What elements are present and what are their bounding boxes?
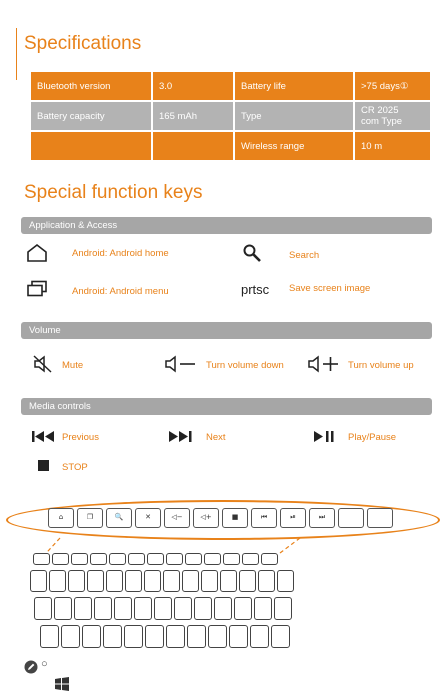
prtsc-glyph: prtsc — [241, 282, 270, 297]
keyboard-key — [154, 597, 172, 620]
volume-down-label: Turn volume down — [206, 360, 284, 371]
special-keys-title: Special function keys — [24, 182, 203, 203]
keyboard-key — [125, 570, 142, 592]
previous-label: Previous — [62, 432, 99, 443]
keyboard-key — [30, 570, 47, 592]
circle-mark: ○ — [41, 658, 48, 670]
keyboard-key — [239, 570, 256, 592]
keyboard-key — [271, 625, 290, 648]
pencil-icon — [24, 660, 38, 674]
keyboard-key — [87, 570, 104, 592]
stop-label: STOP — [62, 462, 88, 473]
keyboard-key — [242, 553, 259, 565]
table-cell — [153, 132, 233, 160]
function-key — [135, 508, 161, 528]
keyboard-key — [61, 625, 80, 648]
function-key — [48, 508, 74, 528]
keyboard-key — [208, 625, 227, 648]
function-key — [338, 508, 364, 528]
function-key — [164, 508, 190, 528]
table-cell: CR 2025 com Type — [355, 102, 430, 130]
volume-down-icon — [164, 355, 198, 373]
table-cell: Type — [235, 102, 353, 130]
prtsc-label: Save screen image — [289, 283, 371, 294]
function-key-glyph: ✕ — [145, 513, 151, 521]
function-key-glyph: ⌂ — [58, 513, 64, 521]
function-key-glyph: ⏭ — [318, 513, 326, 521]
keyboard-key — [54, 597, 72, 620]
search-icon — [242, 243, 262, 263]
keyboard-key — [187, 625, 206, 648]
spec-table — [29, 70, 432, 162]
keyboard-key — [182, 570, 199, 592]
volume-up-label: Turn volume up — [348, 360, 414, 371]
table-cell: >75 days① — [355, 72, 430, 100]
keyboard-key — [49, 570, 66, 592]
keyboard-key — [124, 625, 143, 648]
stop-icon — [38, 460, 50, 472]
section-header-app: Application & Access — [21, 217, 432, 234]
function-key — [251, 508, 277, 528]
keyboard-key — [174, 597, 192, 620]
table-cell — [31, 132, 151, 160]
function-key-glyph: ◁+ — [200, 513, 212, 521]
table-cell: Wireless range — [235, 132, 353, 160]
keyboard-key — [52, 553, 69, 565]
keyboard-key — [250, 625, 269, 648]
function-key — [106, 508, 132, 528]
keyboard-key — [71, 553, 88, 565]
search-label: Search — [289, 250, 320, 261]
function-key — [193, 508, 219, 528]
keyboard-key — [40, 625, 59, 648]
keyboard-key — [229, 625, 248, 648]
menu-icon — [26, 280, 48, 298]
specifications-title: Specifications — [24, 33, 142, 54]
keyboard-key — [223, 553, 240, 565]
keyboard-key — [114, 597, 132, 620]
keyboard-key — [166, 553, 183, 565]
next-icon — [167, 430, 193, 443]
home-icon — [26, 243, 48, 263]
section-header-volume: Volume — [21, 322, 432, 339]
keyboard-key — [74, 597, 92, 620]
keyboard-key — [94, 597, 112, 620]
function-key-glyph: 🔍 — [114, 513, 124, 521]
table-cell: 165 mAh — [153, 102, 233, 130]
keyboard-key — [204, 553, 221, 565]
keyboard-key — [90, 553, 107, 565]
mute-label: Mute — [62, 360, 84, 371]
keyboard-key — [144, 570, 161, 592]
keyboard-key — [163, 570, 180, 592]
accent-bar — [16, 28, 17, 80]
keyboard-key — [274, 597, 292, 620]
home-label: Android: Android home — [72, 248, 169, 259]
function-key — [280, 508, 306, 528]
keyboard-key — [201, 570, 218, 592]
table-cell: 10 m — [355, 132, 430, 160]
keyboard-key — [214, 597, 232, 620]
table-cell: Bluetooth version — [31, 72, 151, 100]
keyboard-key — [109, 553, 126, 565]
next-label: Next — [206, 432, 226, 443]
keyboard-key — [33, 553, 50, 565]
keyboard-key — [261, 553, 278, 565]
keyboard-key — [194, 597, 212, 620]
keyboard-key — [254, 597, 272, 620]
keyboard-key — [106, 570, 123, 592]
function-key-glyph: ■ — [231, 513, 239, 521]
previous-icon — [31, 430, 57, 443]
section-header-media: Media controls — [21, 398, 432, 415]
keyboard-key — [134, 597, 152, 620]
keyboard-key — [147, 553, 164, 565]
windows-icon — [55, 677, 69, 691]
table-cell: 3.0 — [153, 72, 233, 100]
play-pause-label: Play/Pause — [348, 432, 397, 443]
keyboard-key — [128, 553, 145, 565]
table-row — [31, 72, 430, 100]
function-key-glyph: ⏮ — [260, 513, 268, 521]
function-key — [367, 508, 393, 528]
keyboard-key — [68, 570, 85, 592]
keyboard-key — [234, 597, 252, 620]
function-key — [77, 508, 103, 528]
volume-up-icon — [307, 355, 341, 373]
function-key-glyph: ❐ — [86, 513, 94, 521]
function-key — [222, 508, 248, 528]
table-row — [31, 102, 430, 130]
function-key-glyph: ⏯ — [290, 513, 296, 521]
function-key-glyph: ◁− — [171, 513, 183, 521]
keyboard-key — [145, 625, 164, 648]
keyboard-key — [34, 597, 52, 620]
menu-label: Android: Android menu — [72, 286, 169, 297]
play-pause-icon — [312, 430, 336, 443]
mute-icon — [33, 355, 53, 373]
table-cell: Battery life — [235, 72, 353, 100]
keyboard-key — [277, 570, 294, 592]
table-cell: Battery capacity — [31, 102, 151, 130]
keyboard-key — [220, 570, 237, 592]
keyboard-key — [82, 625, 101, 648]
table-row — [31, 132, 430, 160]
keyboard-key — [103, 625, 122, 648]
keyboard-key — [258, 570, 275, 592]
keyboard-key — [185, 553, 202, 565]
function-key — [309, 508, 335, 528]
keyboard-key — [166, 625, 185, 648]
